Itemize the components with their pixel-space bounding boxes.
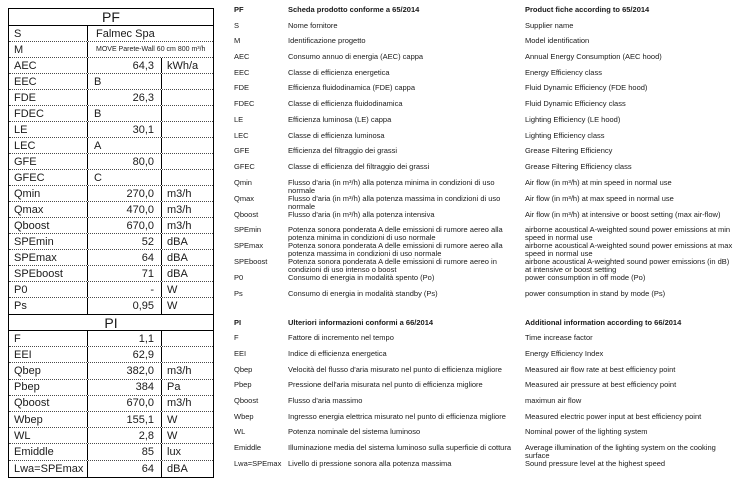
row-value: Falmec Spa bbox=[87, 26, 213, 41]
table-row bbox=[9, 461, 213, 477]
row-value: A bbox=[87, 138, 161, 153]
row-value: 64,3 bbox=[87, 58, 161, 73]
desc-english: Product fiche according to 65/2014 bbox=[525, 5, 650, 14]
row-unit bbox=[161, 106, 213, 121]
table-rows-pi bbox=[9, 331, 213, 477]
desc-english: Measured air flow rate at best efficiency point bbox=[525, 364, 676, 374]
row-unit bbox=[161, 170, 213, 185]
row-unit: lux bbox=[161, 444, 213, 459]
table-section-header-pf: PF bbox=[9, 9, 213, 26]
table-row bbox=[9, 266, 213, 282]
row-unit bbox=[161, 74, 213, 89]
row-code: F bbox=[14, 332, 21, 345]
row-code: M bbox=[14, 43, 24, 56]
description-row bbox=[234, 37, 738, 53]
row-unit bbox=[161, 331, 213, 346]
description-row bbox=[234, 413, 738, 429]
row-value: 670,0 bbox=[87, 396, 161, 411]
desc-english: Time increase factor bbox=[525, 333, 593, 343]
row-code: EEI bbox=[14, 348, 32, 361]
desc-english: airbone acoustical A-weighted sound power emissions (in dB) at intensive or boost setting bbox=[525, 257, 730, 275]
table-row bbox=[9, 186, 213, 202]
row-unit bbox=[161, 122, 213, 137]
table-row bbox=[9, 42, 213, 58]
description-row bbox=[234, 84, 738, 100]
desc-code: GFEC bbox=[234, 161, 255, 171]
row-unit: dBA bbox=[161, 266, 213, 281]
desc-italian: Ingresso energia elettrica misurato nel punto di efficienza migliore bbox=[288, 411, 506, 421]
table-row bbox=[9, 412, 213, 428]
table-row bbox=[9, 122, 213, 138]
desc-italian: Pressione dell'aria misurata nel punto di efficienza migliore bbox=[288, 380, 483, 390]
row-value: 470,0 bbox=[87, 202, 161, 217]
desc-code: FDEC bbox=[234, 99, 255, 109]
desc-code: Pbep bbox=[234, 380, 252, 390]
description-row bbox=[234, 211, 738, 227]
desc-code: Qbep bbox=[234, 364, 253, 374]
row-code: Qmin bbox=[14, 187, 41, 200]
description-row bbox=[234, 319, 738, 335]
row-unit: m3/h bbox=[161, 363, 213, 378]
description-row bbox=[234, 69, 738, 85]
row-unit: m3/h bbox=[161, 202, 213, 217]
table-row bbox=[9, 58, 213, 74]
row-value: 64 bbox=[87, 461, 161, 477]
row-code: Qboost bbox=[14, 397, 50, 410]
table-row bbox=[9, 298, 213, 314]
desc-code: Qmax bbox=[234, 193, 255, 203]
row-value: B bbox=[87, 74, 161, 89]
row-code: LEC bbox=[14, 139, 36, 152]
row-unit bbox=[161, 154, 213, 169]
desc-code: Emiddle bbox=[234, 443, 262, 453]
description-row bbox=[234, 179, 738, 195]
product-fiche-table bbox=[8, 8, 214, 478]
desc-italian: Potenza nominale del sistema luminoso bbox=[288, 427, 421, 437]
desc-code: S bbox=[234, 20, 240, 30]
description-row bbox=[234, 397, 738, 413]
desc-english: power consumption in off mode (Po) bbox=[525, 273, 646, 283]
description-row bbox=[234, 132, 738, 148]
table-row bbox=[9, 218, 213, 234]
desc-code: EEI bbox=[234, 349, 247, 358]
row-code: FDEC bbox=[14, 107, 44, 120]
desc-code: Qmin bbox=[234, 177, 252, 187]
table-row bbox=[9, 74, 213, 90]
row-value: 85 bbox=[87, 444, 161, 459]
row-value: - bbox=[87, 282, 161, 297]
row-value: 64 bbox=[87, 250, 161, 265]
desc-english: Lighting Efficiency class bbox=[525, 130, 605, 140]
table-row bbox=[9, 250, 213, 266]
row-value: 62,9 bbox=[87, 347, 161, 362]
desc-code: WL bbox=[234, 427, 246, 437]
desc-code: GFE bbox=[234, 146, 250, 156]
desc-italian: Potenza sonora ponderata A delle emissioni di rumore aereo alla potenza minima in condizioni di uso normale bbox=[288, 225, 503, 243]
row-code: Qboost bbox=[14, 219, 50, 232]
table-row bbox=[9, 138, 213, 154]
row-value: 270,0 bbox=[87, 186, 161, 201]
row-code: EEC bbox=[14, 75, 37, 88]
table-row bbox=[9, 282, 213, 298]
table-row bbox=[9, 170, 213, 186]
desc-code: LE bbox=[234, 114, 244, 124]
table-row bbox=[9, 234, 213, 250]
desc-english: Annual Energy Consumption (AEC hood) bbox=[525, 52, 662, 62]
row-code: SPEmin bbox=[14, 235, 54, 248]
table-row bbox=[9, 106, 213, 122]
row-value: C bbox=[87, 170, 161, 185]
description-row bbox=[234, 163, 738, 179]
desc-english: Air flow (in m³/h) at min speed in normal use bbox=[525, 177, 672, 187]
row-value: 384 bbox=[87, 380, 161, 395]
desc-english: Grease Filtering Efficiency bbox=[525, 146, 613, 156]
descriptions-section-pi bbox=[234, 319, 738, 476]
desc-code: AEC bbox=[234, 52, 250, 62]
desc-italian: Scheda prodotto conforme a 65/2014 bbox=[288, 5, 420, 14]
desc-italian: Potenza sonora ponderata A delle emissioni di rumore aereo alla potenza massima in condizioni di uso normale bbox=[288, 241, 503, 259]
desc-italian: Flusso d'aria (in m³/h) alla potenza minima in condizioni di uso normale bbox=[288, 177, 495, 195]
desc-english: Nominal power of the lighting system bbox=[525, 427, 648, 437]
row-code: P0 bbox=[14, 283, 28, 296]
desc-italian: Classe di efficienza fluidodinamica bbox=[288, 99, 403, 109]
row-value: 382,0 bbox=[87, 363, 161, 378]
row-value: 155,1 bbox=[87, 412, 161, 427]
description-row bbox=[234, 116, 738, 132]
desc-english: Grease Filtering Efficiency class bbox=[525, 161, 632, 171]
row-unit bbox=[161, 138, 213, 153]
description-row bbox=[234, 22, 738, 38]
table-row bbox=[9, 428, 213, 444]
desc-code: FDE bbox=[234, 83, 249, 93]
description-row bbox=[234, 366, 738, 382]
row-code: AEC bbox=[14, 59, 37, 72]
desc-english: power consumption in stand by mode (Ps) bbox=[525, 288, 666, 298]
row-unit: W bbox=[161, 412, 213, 427]
description-row bbox=[234, 444, 738, 460]
desc-code: Wbep bbox=[234, 411, 254, 421]
desc-italian: Identificazione progetto bbox=[288, 36, 366, 46]
desc-code: SPEmin bbox=[234, 225, 262, 235]
description-row bbox=[234, 428, 738, 444]
row-value: 71 bbox=[87, 266, 161, 281]
desc-italian: Consumo di energia in modalità standby (Ps) bbox=[288, 288, 438, 298]
desc-italian: Classe di efficienza del filtraggio dei grassi bbox=[288, 161, 430, 171]
desc-english: Lighting Efficiency (LE hood) bbox=[525, 114, 621, 124]
row-unit: W bbox=[161, 428, 213, 443]
row-unit bbox=[161, 347, 213, 362]
description-row bbox=[234, 290, 738, 306]
row-code: S bbox=[14, 27, 22, 40]
row-unit: dBA bbox=[161, 234, 213, 249]
row-unit: dBA bbox=[161, 250, 213, 265]
row-unit: W bbox=[161, 282, 213, 297]
desc-italian: Illuminazione media del sistema luminoso sulla superficie di cottura bbox=[288, 443, 512, 453]
desc-english: Fluid Dynamic Efficiency class bbox=[525, 99, 626, 109]
desc-italian: Flusso d'aria (in m³/h) alla potenza massima in condizioni di uso normale bbox=[288, 193, 501, 211]
row-code: Wbep bbox=[14, 413, 43, 426]
desc-code: SPEmax bbox=[234, 241, 264, 251]
table-row bbox=[9, 26, 213, 42]
table-section-header-pi: PI bbox=[9, 314, 213, 331]
desc-italian: Velocità del flusso d'aria misurato nel punto di efficienza migliore bbox=[288, 364, 502, 374]
desc-italian: Nome fornitore bbox=[288, 20, 338, 30]
row-code: Qmax bbox=[14, 203, 44, 216]
table-rows-pf bbox=[9, 26, 213, 314]
row-code: FDE bbox=[14, 91, 36, 104]
description-row bbox=[234, 350, 738, 366]
desc-italian: Indice di efficienza energetica bbox=[288, 349, 387, 358]
desc-italian: Ulteriori informazioni conformi a 66/2014 bbox=[288, 317, 434, 327]
row-value: 52 bbox=[87, 234, 161, 249]
row-value: 670,0 bbox=[87, 218, 161, 233]
row-value: B bbox=[87, 106, 161, 121]
row-unit: kWh/a bbox=[161, 58, 213, 73]
desc-italian: Efficienza fluidodinamica (FDE) cappa bbox=[288, 83, 416, 93]
table-section-pi bbox=[9, 314, 213, 477]
row-code: WL bbox=[14, 429, 31, 442]
table-row bbox=[9, 347, 213, 363]
table-row bbox=[9, 90, 213, 106]
row-unit: m3/h bbox=[161, 218, 213, 233]
table-row bbox=[9, 331, 213, 347]
desc-italian: Efficienza luminosa (LE) cappa bbox=[288, 114, 392, 124]
desc-code: SPEboost bbox=[234, 257, 268, 267]
desc-english: Energy Efficiency Index bbox=[525, 349, 604, 358]
desc-english: Additional information according to 66/2014 bbox=[525, 317, 682, 327]
row-unit bbox=[161, 90, 213, 105]
desc-english: Average illumination of the lighting system on the cooking surface bbox=[525, 443, 716, 461]
descriptions-panel bbox=[234, 6, 738, 476]
row-value: MOVE Parete-Wall 60 cm 800 m³/h bbox=[87, 42, 213, 57]
desc-code: Ps bbox=[234, 288, 243, 298]
description-row bbox=[234, 226, 738, 242]
row-code: Lwa=SPEmax bbox=[14, 462, 84, 475]
desc-english: airborne acoustical A-weighted sound power emissions at max speed in normal use bbox=[525, 241, 733, 259]
desc-italian: Classe di efficienza luminosa bbox=[288, 130, 385, 140]
row-unit: dBA bbox=[161, 461, 213, 477]
desc-italian: Potenza sonora ponderata A delle emissioni di rumore aereo in condizioni di uso intenso o boost bbox=[288, 257, 497, 275]
desc-english: Measured air pressure at best efficiency point bbox=[525, 380, 677, 390]
description-row bbox=[234, 242, 738, 258]
row-code: GFE bbox=[14, 155, 37, 168]
row-value: 30,1 bbox=[87, 122, 161, 137]
row-value: 26,3 bbox=[87, 90, 161, 105]
desc-code: Qboost bbox=[234, 209, 259, 219]
desc-code: Qboost bbox=[234, 396, 259, 406]
table-row bbox=[9, 363, 213, 379]
desc-code: LEC bbox=[234, 130, 249, 140]
desc-code: P0 bbox=[234, 273, 244, 283]
desc-english: maximun air flow bbox=[525, 396, 582, 406]
desc-english: Fluid Dynamic Efficiency (FDE hood) bbox=[525, 83, 648, 93]
descriptions-section-pf bbox=[234, 6, 738, 306]
description-row bbox=[234, 334, 738, 350]
desc-code: F bbox=[234, 333, 239, 343]
desc-english: Sound pressure level at the highest speed bbox=[525, 459, 666, 469]
desc-english: Air flow (in m³/h) at intensive or boost setting (max air-flow) bbox=[525, 209, 721, 219]
desc-code: EEC bbox=[234, 67, 250, 77]
row-value: 80,0 bbox=[87, 154, 161, 169]
desc-italian: Flusso d'aria (in m³/h) alla potenza intensiva bbox=[288, 209, 435, 219]
row-code: LE bbox=[14, 123, 28, 136]
row-code: SPEmax bbox=[14, 251, 57, 264]
desc-english: Air flow (in m³/h) at max speed in normal use bbox=[525, 193, 674, 203]
desc-english: airborne acoustical A-weighted sound power emissions at min speed in normal use bbox=[525, 225, 731, 243]
desc-english: Measured electric power input at best efficiency point bbox=[525, 411, 702, 421]
description-row bbox=[234, 6, 738, 22]
row-unit: m3/h bbox=[161, 396, 213, 411]
row-code: Pbep bbox=[14, 381, 40, 394]
table-row bbox=[9, 154, 213, 170]
desc-italian: Livello di pressione sonora alla potenza massima bbox=[288, 459, 452, 469]
description-row bbox=[234, 258, 738, 274]
row-code: Ps bbox=[14, 300, 27, 312]
description-row bbox=[234, 460, 738, 476]
desc-english: Model identification bbox=[525, 36, 590, 46]
description-row bbox=[234, 274, 738, 290]
desc-italian: Consumo annuo di energia (AEC) cappa bbox=[288, 52, 424, 62]
table-section-pf bbox=[9, 9, 213, 314]
row-value: 2,8 bbox=[87, 428, 161, 443]
desc-code: PI bbox=[234, 317, 242, 327]
desc-italian: Flusso d'aria massimo bbox=[288, 396, 363, 406]
desc-italian: Consumo di energia in modalità spento (Po) bbox=[288, 273, 435, 283]
table-row bbox=[9, 444, 213, 460]
desc-italian: Efficienza del filtraggio dei grassi bbox=[288, 146, 398, 156]
desc-code: Lwa=SPEmax bbox=[234, 459, 282, 469]
row-value: 0,95 bbox=[87, 298, 161, 314]
row-code: Emiddle bbox=[14, 445, 54, 458]
desc-english: Supplier name bbox=[525, 20, 574, 30]
table-row bbox=[9, 380, 213, 396]
desc-english: Energy Efficiency class bbox=[525, 67, 602, 77]
description-row bbox=[234, 195, 738, 211]
description-row bbox=[234, 147, 738, 163]
description-row bbox=[234, 53, 738, 69]
description-row bbox=[234, 381, 738, 397]
row-code: Qbep bbox=[14, 364, 41, 377]
table-row bbox=[9, 202, 213, 218]
desc-code: PF bbox=[234, 5, 244, 14]
desc-italian: Classe di efficienza energetica bbox=[288, 67, 390, 77]
desc-code: M bbox=[234, 36, 241, 46]
row-unit: m3/h bbox=[161, 186, 213, 201]
table-row bbox=[9, 396, 213, 412]
row-value: 1,1 bbox=[87, 331, 161, 346]
row-code: SPEboost bbox=[14, 267, 63, 280]
row-code: GFEC bbox=[14, 171, 45, 184]
row-unit: W bbox=[161, 298, 213, 314]
desc-italian: Fattore di incremento nel tempo bbox=[288, 333, 394, 343]
description-row bbox=[234, 100, 738, 116]
row-unit: Pa bbox=[161, 380, 213, 395]
